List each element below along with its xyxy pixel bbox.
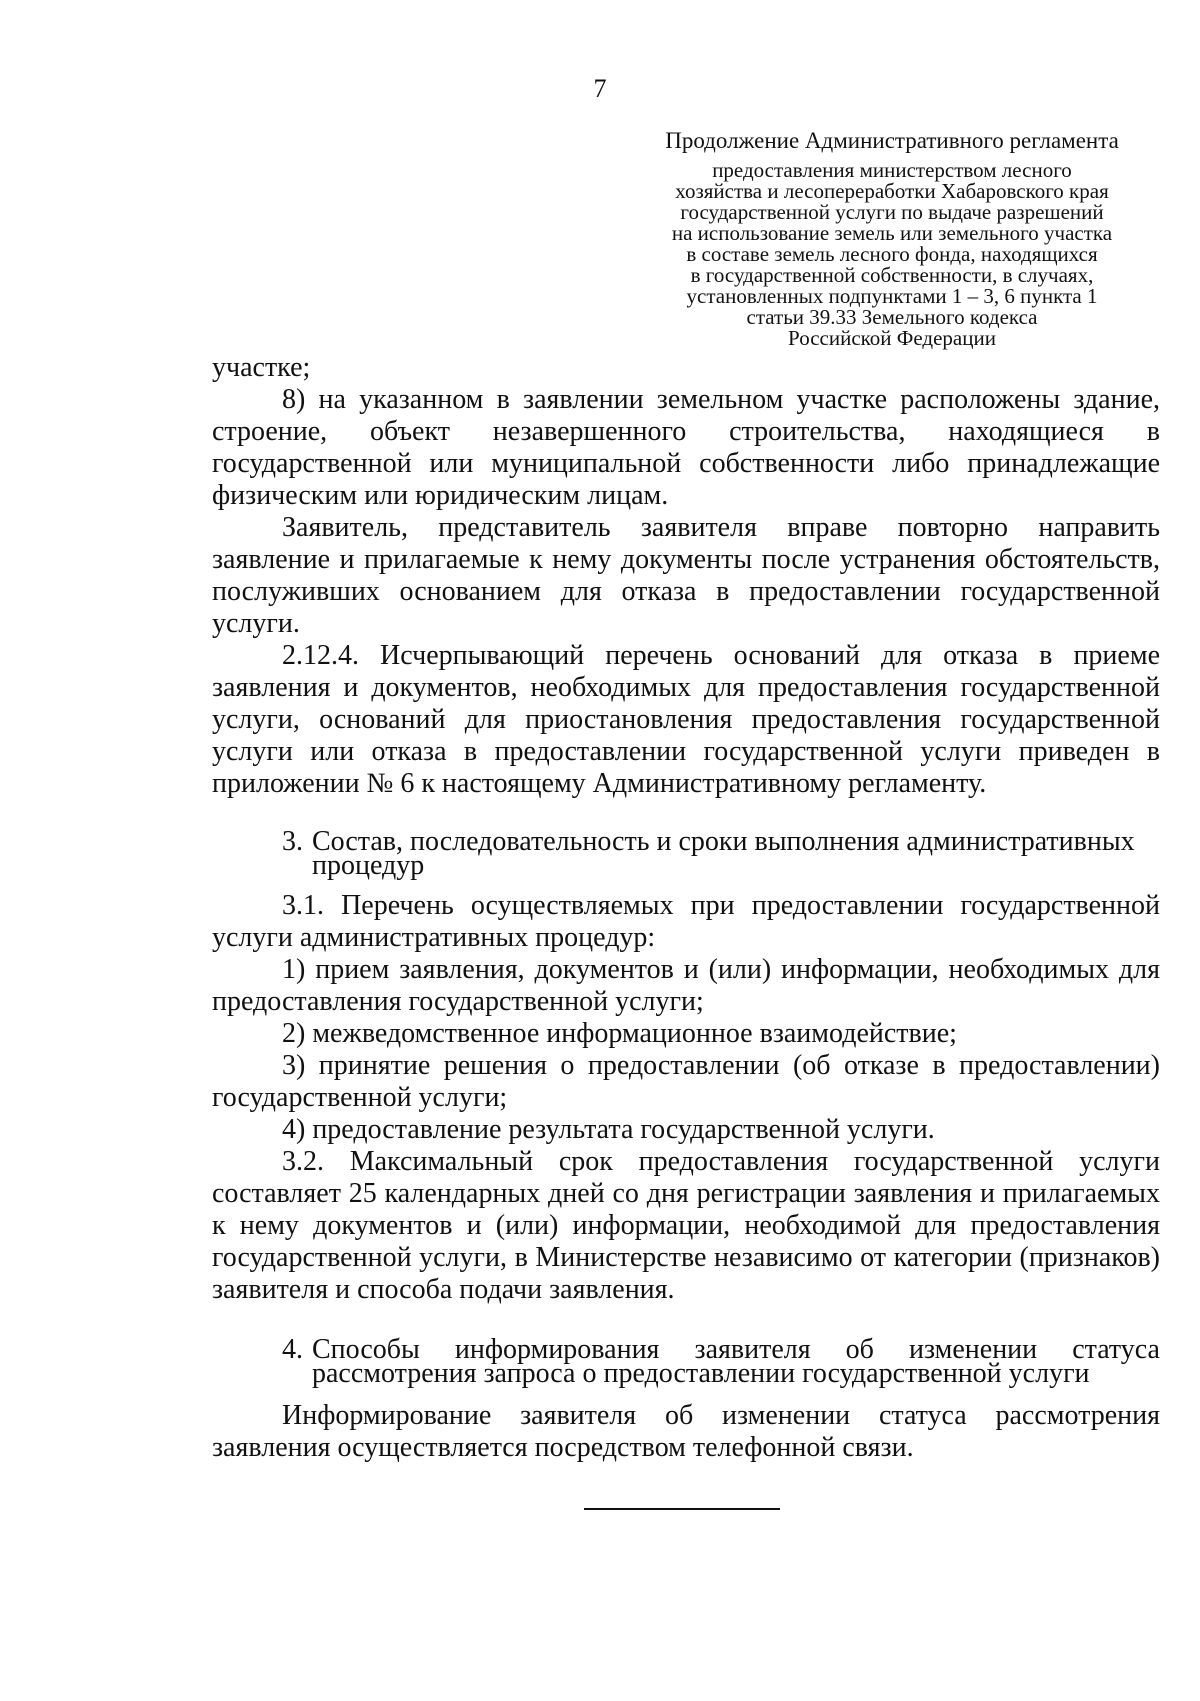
running-header-line: Российской Федерации	[788, 326, 996, 350]
document-body	[212, 352, 1160, 1464]
paragraph-3-2: 3.2. Максимальный срок предоставления государственной услуги составляет 25 календарных дней со дня регистрации заявления и прилагаемых к нему документов и (или) информации, необходимой для предоставления государственной услуги, в Министерстве независимо от категории (признаков) заявителя и способа подачи заявления.	[212, 1146, 1160, 1305]
running-header-line: хозяйства и лесопереработки Хабаровского края	[675, 179, 1109, 203]
running-header-line: на использование земель или земельного участка	[671, 221, 1113, 245]
section-3-heading	[212, 826, 1160, 881]
paragraph-2-12-4: 2.12.4. Исчерпывающий перечень оснований для отказа в приеме заявления и документов, необходимых для предоставления государственной услуги, оснований для приостановления предоставления государственной услуги или отказа в предоставлении государственной услуги приведен в приложении № 6 к настоящему Административному регламенту.	[212, 640, 1160, 799]
running-header-line: государственной услуги по выдаче разрешений	[680, 200, 1104, 224]
paragraph-reapply: Заявитель, представитель заявителя вправе повторно направить заявление и прилагаемые к нему документы после устранения обстоятельств, послуживших основанием для отказа в предоставлении государственной услуги.	[212, 512, 1160, 639]
running-header-line: Продолжение Административного регламента	[665, 128, 1119, 153]
running-header-line: статьи 39.33 Земельного кодекса	[746, 305, 1038, 329]
paragraph-3-1-item-1: 1) прием заявления, документов и (или) информации, необходимых для предоставления государственной услуги;	[212, 954, 1160, 1017]
section-3-number: 3.	[282, 826, 303, 857]
section-3-title-line2: процедур	[312, 850, 425, 881]
running-header-line: предоставления министерством лесного	[712, 158, 1072, 182]
paragraph-item-8: 8) на указанном в заявлении земельном участке расположены здание, строение, объект незавершенного строительства, находящиеся в государственной или муниципальной собственности либо принадлежащие физическим или юридическим лицам.	[212, 384, 1160, 511]
paragraph-4: Информирование заявителя об изменении статуса рассмотрения заявления осуществляется посредством телефонной связи.	[212, 1400, 1160, 1463]
paragraph-continuation: участке;	[212, 352, 311, 383]
running-header-line: в составе земель лесного фонда, находящихся	[686, 242, 1098, 266]
end-of-document-rule	[584, 1508, 780, 1510]
section-4-number: 4.	[282, 1334, 303, 1365]
section-4-title-line1: Способы информирования заявителя об изменении статуса	[312, 1334, 1160, 1365]
running-header-line: установленных подпунктами 1 – 3, 6 пункта 1	[686, 284, 1098, 308]
running-header-line: в государственной собственности, в случаях,	[690, 263, 1094, 287]
paragraph-3-1: 3.1. Перечень осуществляемых при предоставлении государственной услуги административных процедур:	[212, 890, 1160, 953]
running-header	[624, 126, 1160, 349]
section-4-heading	[212, 1334, 1160, 1389]
section-4-title-line2: рассмотрения запроса о предоставлении государственной услуги	[312, 1358, 1090, 1389]
paragraph-3-1-item-2: 2) межведомственное информационное взаимодействие;	[282, 1018, 957, 1049]
section-3-title-line1: Состав, последовательность и сроки выполнения административных	[312, 826, 1135, 857]
paragraph-3-1-item-3: 3) принятие решения о предоставлении (об отказе в предоставлении) государственной услуги;	[212, 1050, 1160, 1113]
page-number: 7	[593, 74, 607, 103]
paragraph-3-1-item-4: 4) предоставление результата государственной услуги.	[282, 1114, 935, 1145]
